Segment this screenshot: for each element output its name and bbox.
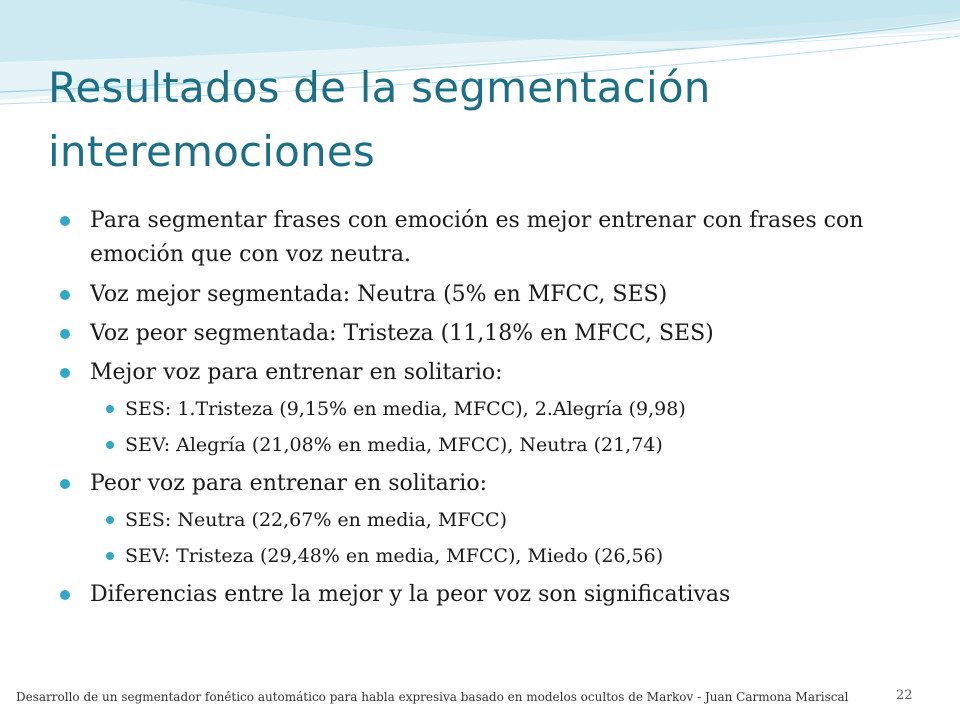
list-item-text: Diferencias entre la mejor y la peor voz son significativas: [90, 582, 731, 607]
list-item-text: Peor voz para entrenar en solitario:: [90, 471, 487, 496]
sub-list-item-text: SES: Neutra (22,67% en media, MFCC): [125, 509, 507, 531]
list-item: [60, 278, 920, 311]
sub-list-item-text: SEV: Tristeza (29,48% en media, MFCC), Miedo (26,56): [125, 545, 664, 567]
page-number: 22: [896, 688, 913, 703]
bullet-icon: [60, 479, 70, 489]
bullet-icon: [106, 405, 114, 413]
bullet-icon: [106, 516, 114, 524]
list-item: [60, 467, 920, 500]
bullet-icon: [60, 368, 70, 378]
list-item: [60, 204, 920, 272]
sub-list-item: [60, 431, 920, 459]
bullet-icon: [60, 290, 70, 300]
list-item-text: Voz peor segmentada: Tristeza (11,18% en MFCC, SES): [90, 321, 714, 346]
slide-footer: Desarrollo de un segmentador fonético automático para habla expresiva basado en modelos ocultos de Markov - Juan Carmona Mariscal: [16, 690, 849, 704]
bullet-icon: [60, 590, 70, 600]
list-item: [60, 356, 920, 389]
slide-title: Resultados de la segmentación interemociones: [48, 63, 711, 176]
bullet-list: [60, 204, 920, 617]
list-item: [60, 317, 920, 350]
bullet-icon: [106, 441, 114, 449]
sub-list-item: [60, 395, 920, 423]
list-item-text: Mejor voz para entrenar en solitario:: [90, 360, 503, 385]
sub-list-item-text: SEV: Alegría (21,08% en media, MFCC), Neutra (21,74): [125, 434, 663, 456]
bullet-icon: [60, 329, 70, 339]
sub-list-item: [60, 542, 920, 570]
list-item-text: Para segmentar frases con emoción es mejor entrenar con frases con emoción que con voz neutra.: [90, 208, 864, 267]
sub-list-item: [60, 506, 920, 534]
bullet-icon: [60, 216, 70, 226]
sub-list-item-text: SES: 1.Tristeza (9,15% en media, MFCC), 2.Alegría (9,98): [125, 398, 686, 420]
list-item-text: Voz mejor segmentada: Neutra (5% en MFCC, SES): [90, 282, 668, 307]
list-item: [60, 578, 920, 611]
bullet-icon: [106, 552, 114, 560]
